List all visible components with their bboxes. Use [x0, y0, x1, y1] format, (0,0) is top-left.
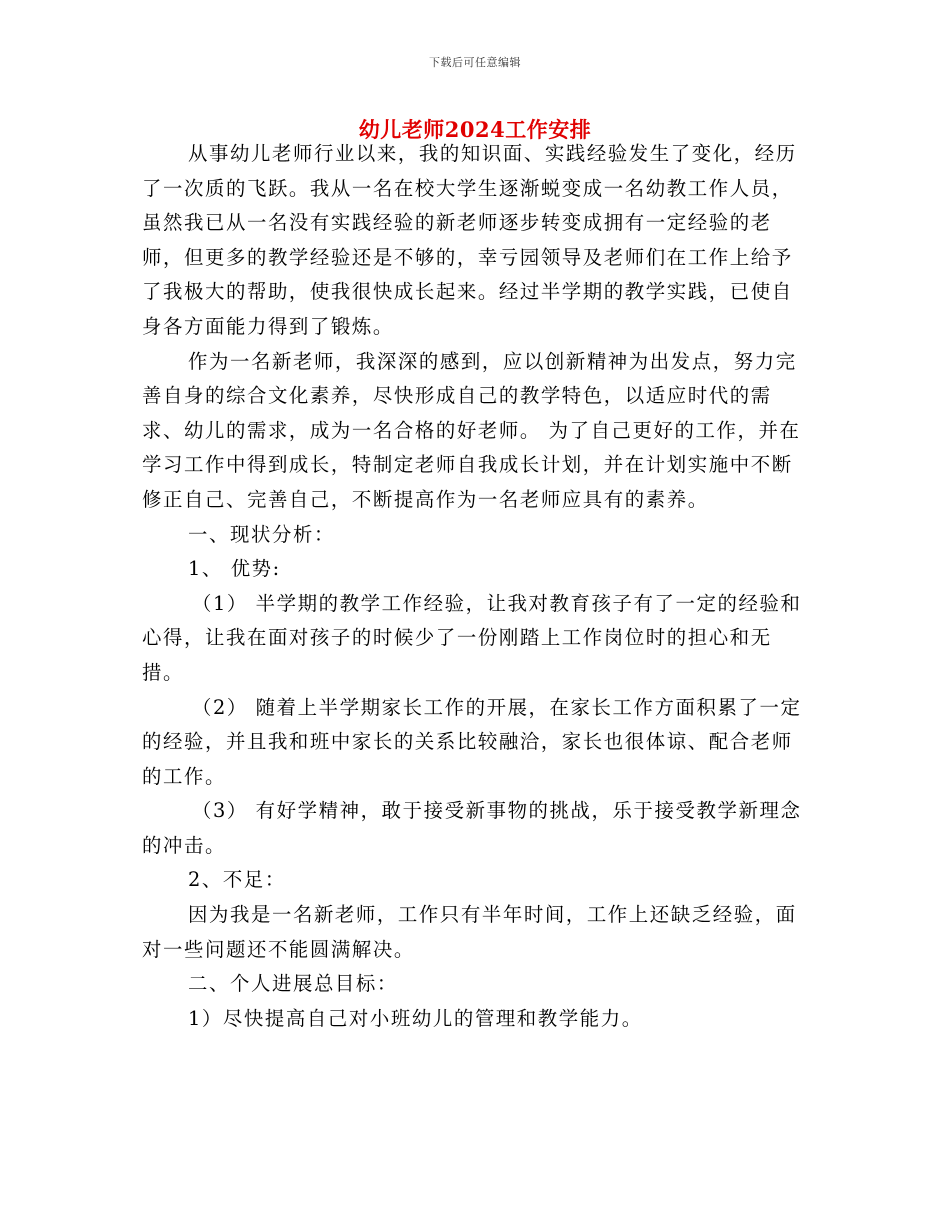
- strength-item-1: （1） 半学期的教学工作经验，让我对教育孩子有了一定的经验和心得，让我在面对孩子的时候少了一份刚踏上工作岗位时的担心和无措。: [142, 591, 802, 684]
- weakness-paragraph: 因为我是一名新老师，工作只有半年时间，工作上还缺乏经验，面对一些问题还不能圆满解决。: [142, 903, 797, 961]
- strength-item-2: （2） 随着上半学期家长工作的开展，在家长工作方面积累了一定的经验，并且我和班中家长的关系比较融洽，家长也很体谅、配合老师的工作。: [142, 695, 802, 788]
- subheading-strengths: 1、 优势:: [188, 557, 281, 581]
- section-heading-goals: 二、个人进展总目标：: [188, 972, 398, 996]
- subheading-weaknesses: 2、不足：: [188, 868, 286, 892]
- document-body: [142, 137, 807, 1036]
- goal-paragraph: 作为一名新老师，我深深的感到，应以创新精神为出发点，努力完善自身的综合文化素养，尽快形成自己的教学特色，以适应时代的需求、幼儿的需求，成为一名合格的好老师。 为了自己更好的工作，并在学习工作中得到成长，特制定老师自我成长计划，并在计划实施中不断修正自己、完善自己，不断提高作为一名老师应具有的素养。: [142, 349, 801, 511]
- intro-paragraph: 从事幼儿老师行业以来，我的知识面、实践经验发生了变化，经历了一次质的飞跃。我从一名在校大学生逐渐蜕变成一名幼教工作人员，虽然我已从一名没有实践经验的新老师逐步转变成拥有一定经验的老师，但更多的教学经验还是不够的，幸亏园领导及老师们在工作上给予了我极大的帮助，使我很快成长起来。经过半学期的教学实践，已使自身各方面能力得到了锻炼。: [142, 142, 797, 338]
- goal-item-1: 1）尽快提高自己对小班幼儿的管理和教学能力。: [188, 1006, 643, 1030]
- page-header-note: 下载后可任意编辑: [429, 56, 521, 69]
- strength-item-3: （3） 有好学精神，敢于接受新事物的挑战，乐于接受教学新理念的冲击。: [142, 799, 802, 857]
- document-title: 幼儿老师2024工作安排: [358, 117, 592, 142]
- section-heading-status: 一、现状分析：: [188, 522, 335, 546]
